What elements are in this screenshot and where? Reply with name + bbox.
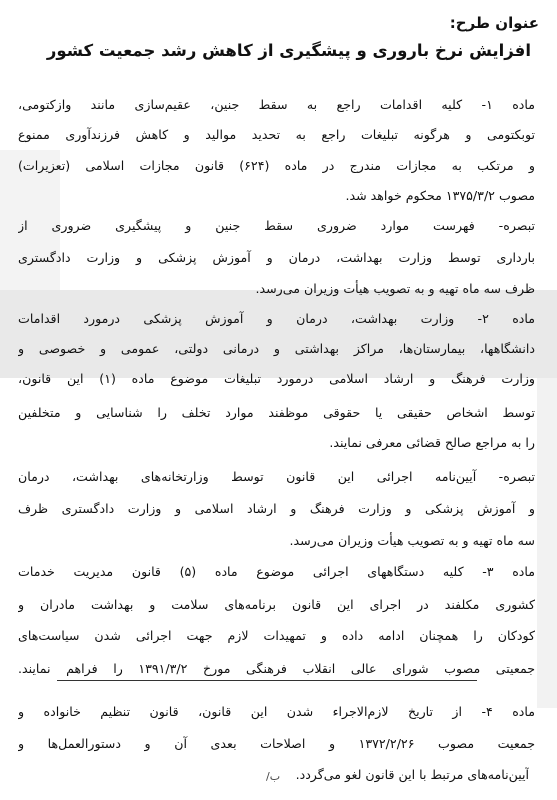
text-line: ماده ۲- وزارت بهداشت، درمان و آموزش پزشکی درمورد اقدامات [18,311,535,326]
text-line: ماده ۳- کلیه دستگاههای اجرائی موضوع ماده (۵) قانون مدیریت خدمات [18,564,535,579]
document-title: افزایش نرخ باروری و پیشگیری از کاهش رشد جمعیت کشور [46,41,531,60]
text-line: دانشگاهها، بیمارستان‌ها، مراکز بهداشتی و درمانی دولتی، عمومی و خصوصی و [18,341,535,356]
text-line: کشوری مکلفند در اجرای این قانون برنامه‌های سلامت و بهداشت مادران و [18,597,535,612]
text-line: ظرف سه ماه تهیه و به تصویب هیأت وزیران می‌رسد. [255,281,535,296]
title-label: عنوان طرح: [449,14,539,32]
text-line: تبصره- آیین‌نامه اجرائی این قانون توسط وزارتخانه‌های بهداشت، درمان [18,469,535,484]
text-line: ماده ۱- کلیه اقدامات راجع به سقط جنین، عقیم‌سازی مانند وازکتومی، [18,97,535,112]
text-line: توسط اشخاص حقیقی یا حقوقی موظفند موارد تخلف را شناسایی و متخلفین [18,405,535,420]
text-line: آیین‌نامه‌های مرتبط با این قانون لغو می‌گردد. [295,767,529,782]
text-line: جمعیت مصوب ۱۳۷۲/۲/۲۶ و اصلاحات بعدی آن و دستورالعمل‌ها و [18,736,535,751]
text-line: و مرتکب به مجازات مندرج در ماده (۶۲۴) قانون مجازات اسلامی (تعزیرات) [18,158,535,173]
text-line: و آموزش پزشکی و وزارت فرهنگ و ارشاد اسلامی و وزارت دادگستری ظرف [18,501,535,516]
text-line: توبکتومی و هرگونه تبلیغات راجع به تحدید موالید و کاهش فرزندآوری ممنوع [18,127,535,142]
text-line: بارداری توسط وزارت بهداشت، درمان و آموزش پزشکی و وزارت دادگستری [18,250,535,265]
text-line: جمعیتی مصوب شورای عالی انقلاب فرهنگی مورخ ۱۳۹۱/۳/۲ را فراهم نمایند. [18,661,535,676]
scan-shade-edge [537,378,557,708]
text-line: ماده ۴- از تاریخ لازم‌الاجراء شدن این قانون، قانون تنظیم خانواده و [18,704,535,719]
text-line: را به مراجع صالح قضائی معرفی نمایند. [329,435,535,450]
scan-shade-band [0,290,557,378]
text-line: وزارت فرهنگ و ارشاد اسلامی درمورد تبلیغات موضوع ماده (۱) این قانون، [18,371,535,386]
text-line: تبصره- فهرست موارد ضروری سقط جنین و پیشگیری ضروری از [18,218,535,233]
underline-rule [57,680,477,681]
text-line: سه ماه تهیه و به تصویب هیأت وزیران می‌رسد. [289,533,535,548]
corner-mark: /ب [266,770,281,783]
text-line: مصوب ۱۳۷۵/۳/۲ محکوم خواهد شد. [345,188,535,203]
text-line: کودکان را همچنان ادامه داده و تمهیدات لازم جهت اجرائی شدن سیاست‌های [18,628,535,643]
